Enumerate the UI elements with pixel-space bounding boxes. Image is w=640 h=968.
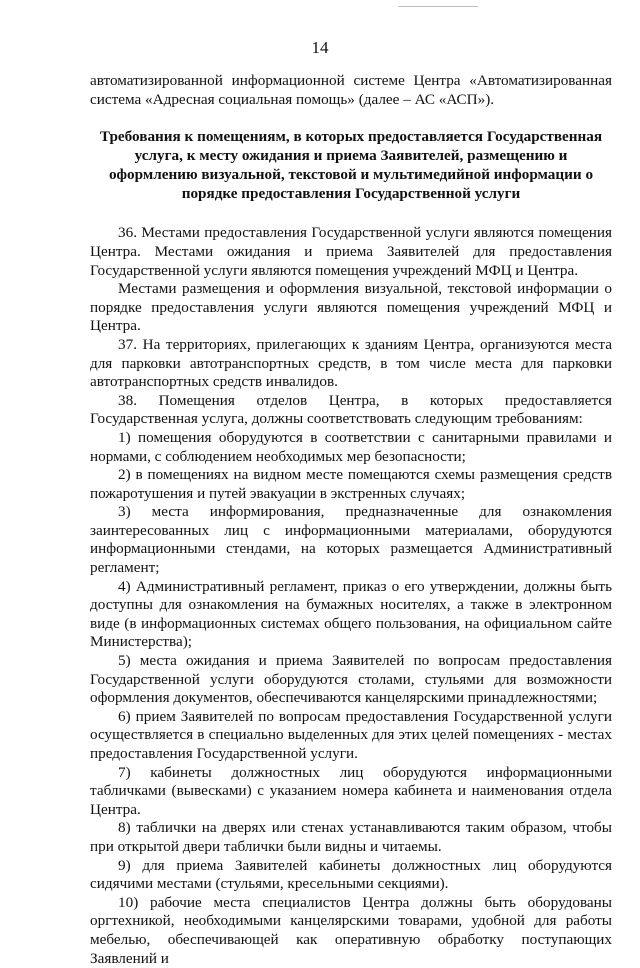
- requirement-item-3: 3) места информирования, предназначенные для ознакомления заинтересованных лиц с информационными материалами, оборудуются информационными стендами, на которых размещается Административный регламент;: [90, 503, 612, 577]
- paragraph-36-info-places: Местами размещения и оформления визуальной, текстовой информации о порядке предоставления услуги являются помещения учреждений МФЦ и Центра.: [90, 280, 612, 335]
- requirement-item-8: 8) таблички на дверях или стенах устанавливаются таким образом, чтобы при открытой двери таблички были видны и читаемы.: [90, 819, 612, 855]
- requirement-item-6: 6) прием Заявителей по вопросам предоставления Государственной услуги осуществляется в специально выделенных для этих целей помещениях - местах предоставления Государственной услуги.: [90, 707, 612, 762]
- page-number: 14: [311, 38, 329, 57]
- requirement-item-9: 9) для приема Заявителей кабинеты должностных лиц оборудуются сидячими местами (стульями, кресельными секциями).: [90, 856, 612, 893]
- requirement-item-7: 7) кабинеты должностных лиц оборудуются информационными табличками (вывесками) с указанием номера кабинета и наименования отдела Центра.: [90, 763, 612, 818]
- requirement-item-1: 1) помещения оборудуются в соответствии с санитарными правилами и нормами, с соблюдением необходимых мер безопасности;: [90, 428, 612, 465]
- document-body: [90, 72, 612, 968]
- intro-paragraph: автоматизированной информационной системе Центра «Автоматизированная система «Адресная социальная помощь» (далее – АС «АСП»).: [90, 72, 612, 108]
- requirement-item-2: 2) в помещениях на видном месте помещаются схемы размещения средств пожаротушения и путей эвакуации в экстренных случаях;: [90, 466, 612, 502]
- paragraph-38: 38. Помещения отделов Центра, в которых предоставляется Государственная услуга, должны соответствовать следующим требованиям:: [90, 391, 612, 428]
- requirement-item-10: 10) рабочие места специалистов Центра должны быть оборудованы оргтехникой, необходимыми канцелярскими товарами, удобной для работы мебелью, обеспечивающей как оперативную обработку поступающих Заявлений и: [90, 893, 612, 967]
- scan-edge-mark: [398, 0, 478, 7]
- paragraph-37: 37. На территориях, прилегающих к зданиям Центра, организуются места для парковки автотранспортных средств, в том числе места для парковки автотранспортных средств инвалидов.: [90, 335, 612, 391]
- requirement-item-4: 4) Административный регламент, приказ о его утверждении, должны быть доступны для ознакомления на бумажных носителях, а также в электронном виде (в информационных системах общего пользования, на официальном сайте Министерства);: [90, 577, 612, 651]
- requirement-item-5: 5) места ожидания и приема Заявителей по вопросам предоставления Государственной услуги оборудуются столами, стульями для возможности оформления документов, обеспечиваются канцелярскими принадлежностями;: [90, 652, 612, 707]
- section-heading: Требования к помещениям, в которых предоставляется Государственная услуга, к месту ожидания и приема Заявителей, размещению и оформлению визуальной, текстовой и мультимедийной информации о порядке предоставления Государственной услуги: [99, 128, 603, 202]
- paragraph-36: 36. Местами предоставления Государственной услуги являются помещения Центра. Местами ожидания и приема Заявителей для предоставления Государственной услуги являются помещения учреждений МФЦ и Центра.: [90, 224, 612, 279]
